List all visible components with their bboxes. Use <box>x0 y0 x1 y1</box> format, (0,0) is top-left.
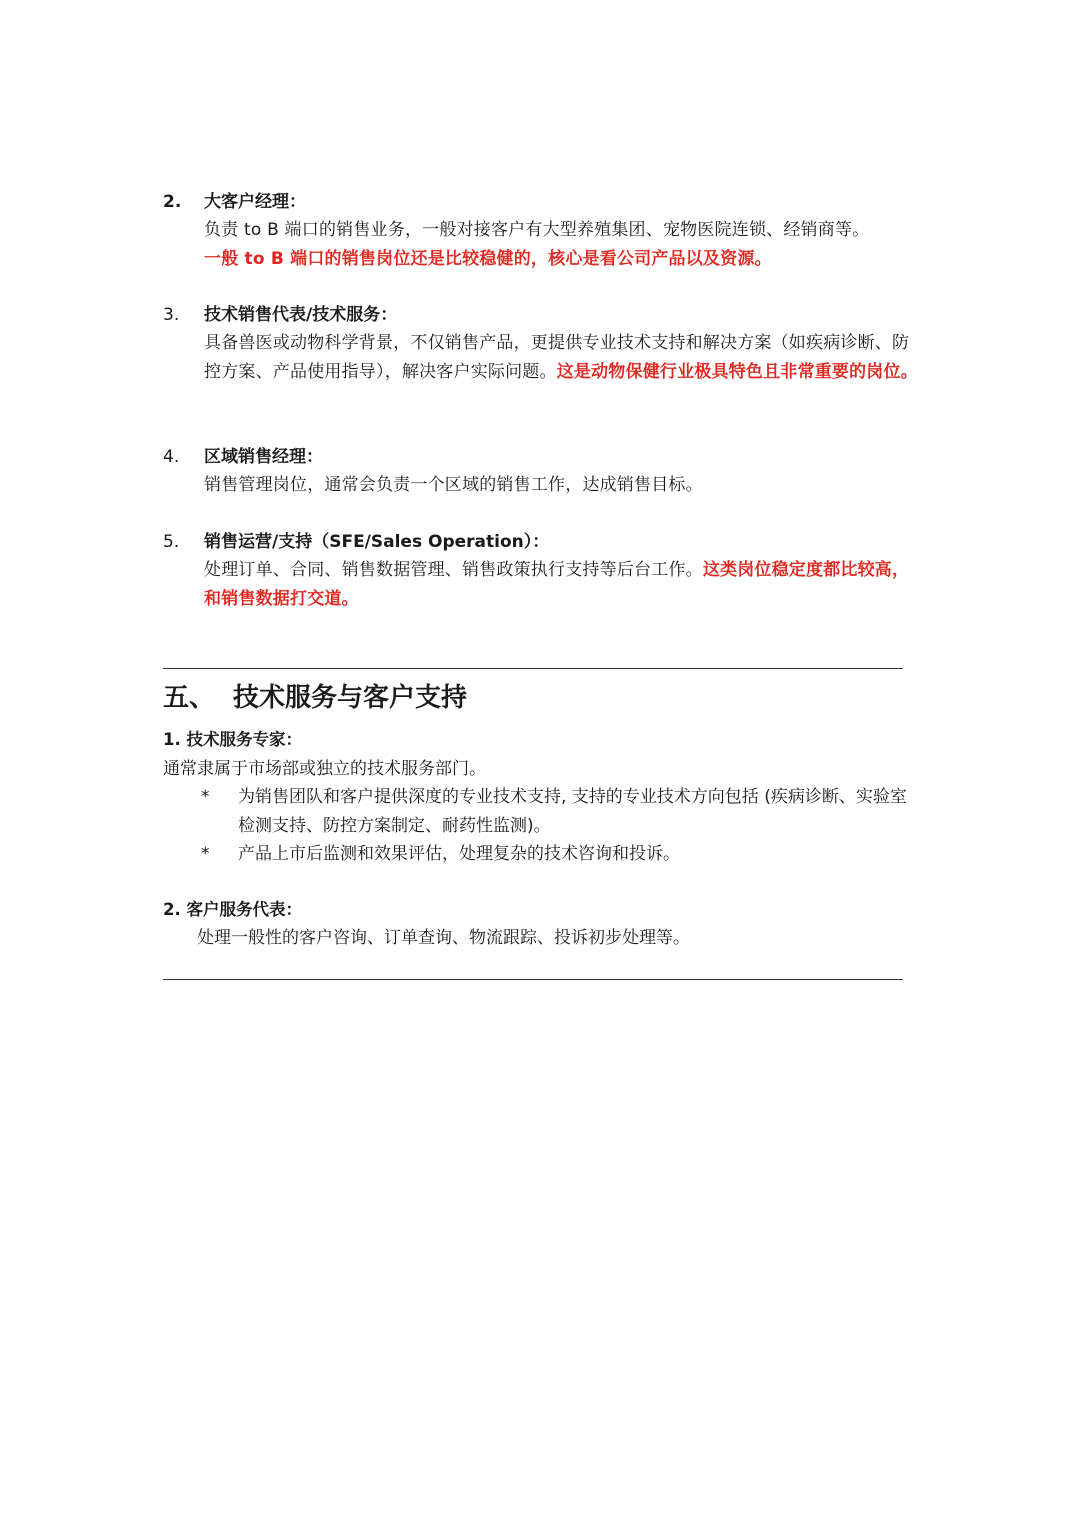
item-number: 5. <box>163 532 180 552</box>
bullet-marker: * <box>201 844 210 864</box>
section-heading-number: 五、 <box>163 683 216 713</box>
item-highlight: 一般 to B 端口的销售岗位还是比较稳健的，核心是看公司产品以及资源。 <box>204 248 772 269</box>
item-title: 销售运营/支持（SFE/Sales Operation）： <box>204 532 550 552</box>
subsection-body: 处理一般性的客户咨询、订单查询、物流跟踪、投诉初步处理等。 <box>197 928 690 948</box>
item-highlight: 这类岗位稳定度都比较高，和销售数据打交道。 <box>204 560 910 609</box>
item-body <box>204 329 920 386</box>
item-highlight: 这是动物保健行业极具特色且非常重要的岗位。 <box>556 361 918 382</box>
bullet-item <box>163 783 923 840</box>
section-heading-title: 技术服务与客户支持 <box>233 683 468 713</box>
subsection-intro: 通常隶属于市场部或独立的技术服务部门。 <box>163 759 486 779</box>
item-description: 负责 to B 端口的销售业务，一般对接客户有大型养殖集团、宠物医院连锁、经销商等。 <box>204 220 870 240</box>
divider-line <box>163 668 903 669</box>
item-title: 区域销售经理： <box>204 447 323 467</box>
item-title: 技术销售代表/技术服务： <box>204 305 398 325</box>
subsection-title-customer-service: 2. 客户服务代表： <box>163 900 302 919</box>
bullet-marker: * <box>201 787 210 807</box>
item-body <box>204 216 920 273</box>
item-number: 4. <box>163 447 180 467</box>
item-number: 2. <box>163 192 182 212</box>
item-description: 具备兽医或动物科学背景，不仅销售产品，更提供专业技术支持和解决方案（如疾病诊断、防控方案、产品使用指导），解决客户实际问题。 <box>204 333 910 382</box>
item-description: 处理订单、合同、销售数据管理、销售政策执行支持等后台工作。 <box>204 560 703 580</box>
item-body <box>204 471 920 500</box>
item-body <box>204 556 920 613</box>
subsection-title-tech-expert: 1. 技术服务专家： <box>163 730 302 749</box>
bullet-text: 为销售团队和客户提供深度的专业技术支持, 支持的专业技术方向包括 (疾病诊断、实验室检测支持、防控方案制定、耐药性监测)。 <box>238 787 907 836</box>
item-number: 3. <box>163 305 180 325</box>
bullet-item <box>163 840 923 869</box>
item-description: 销售管理岗位，通常会负责一个区域的销售工作，达成销售目标。 <box>204 475 703 495</box>
bullet-text: 产品上市后监测和效果评估，处理复杂的技术咨询和投诉。 <box>238 844 680 864</box>
section-heading <box>163 678 467 718</box>
divider-line <box>163 979 903 980</box>
item-title: 大客户经理： <box>204 192 306 212</box>
